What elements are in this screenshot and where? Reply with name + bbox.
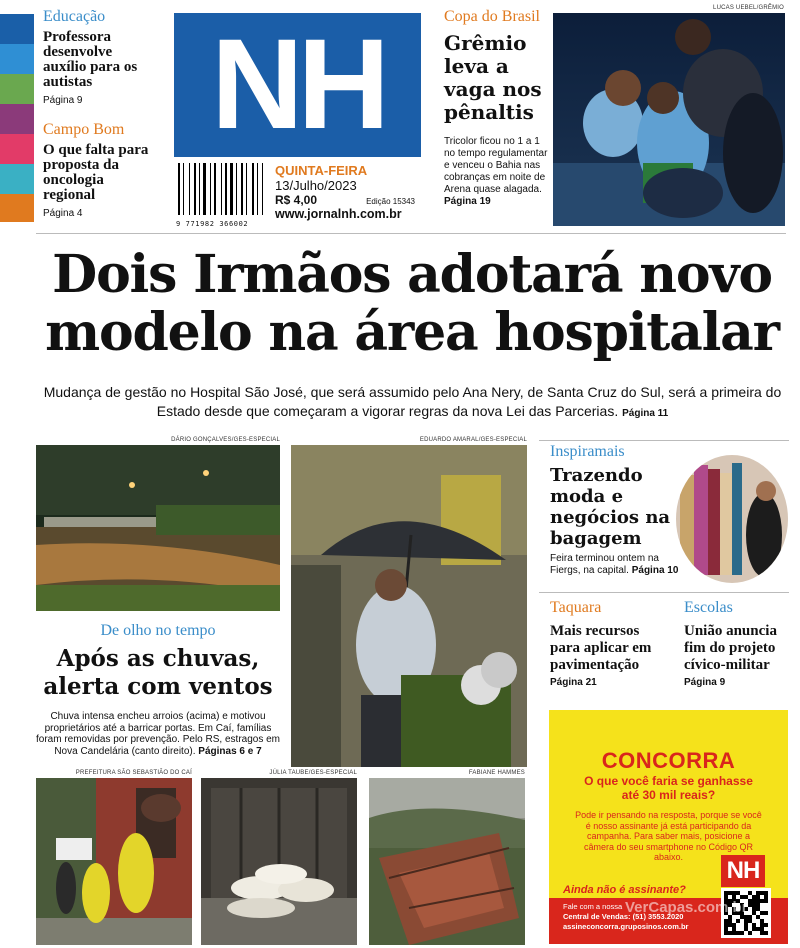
qr-module [764,895,768,899]
teaser-page: Página 9 [43,95,83,106]
qr-module [724,919,728,923]
sandbags-photo [201,778,357,945]
qr-module [728,891,732,895]
teaser-headline: O que falta para proposta da oncologia regional [43,142,149,203]
qr-module [724,923,728,927]
weather-kicker: De olho no tempo [100,622,216,639]
qr-module [752,923,756,927]
umbrella-photo [291,445,527,767]
qr-module [760,927,764,931]
weather-pages: Páginas 6 e 7 [198,745,262,757]
inspiramais-summary-text: Feira terminou ontem na Fiergs, na capital. [550,553,659,576]
barcode-bar [252,163,254,215]
qr-module [752,899,756,903]
qr-module [748,903,752,907]
qr-module [728,919,732,923]
barcode-digits: 9 771982 366002 [176,220,249,228]
inspiramais-teaser[interactable] [550,443,680,577]
color-stripe [0,14,34,44]
website-link[interactable]: www.jornalnh.com.br [275,207,402,221]
sport-kicker: Copa do Brasil [444,8,540,25]
promo-contact-2: Central de Vendas: (51) 3553.2020 [563,912,684,921]
qr-module [736,919,740,923]
qr-module [744,923,748,927]
taquara-page: Página 21 [550,677,597,688]
qr-module [756,899,760,903]
taquara-teaser[interactable] [550,599,672,688]
main-headline[interactable]: Dois Irmãos adotará novo modelo na área hospitalar [45,244,779,363]
barcode-bar [178,163,180,215]
teaser-education[interactable] [43,8,158,106]
price: R$ 4,00 [275,193,318,207]
color-stripe [0,74,34,104]
taquara-headline: Mais recursos para aplicar em pavimentação [550,623,652,673]
qr-module [748,899,752,903]
sport-headline: Grêmio leva a vaga nos pênaltis [444,31,542,124]
qr-module [764,911,768,915]
qr-module [724,931,728,935]
qr-module [752,907,756,911]
sport-summary [444,136,550,208]
barcode-bar [246,163,247,215]
barcode-bar [241,163,243,215]
inspiramais-headline: Trazendo moda e negócios na bagagem [550,465,671,549]
qr-module [756,891,760,895]
teaser-headline: Professora desenvolve auxílio para os autistas [43,29,138,90]
main-page: Página 11 [622,408,669,419]
promo-logo-text: NH [726,857,760,884]
barcode-graphic [176,163,268,215]
promo-logo [721,855,765,887]
promo-contact-3[interactable]: assineconcorra.gruposinos.com.br [563,922,689,931]
date: 13/Julho/2023 [275,178,357,193]
barcode-bar [230,163,233,215]
qr-module [732,923,736,927]
weather-headline[interactable]: Após as chuvas, alerta com ventos [43,645,273,700]
rescue-photo [36,778,192,945]
right-divider-mid [539,592,789,593]
qr-module [732,891,736,895]
barcode-bar [189,163,190,215]
qr-module [724,927,728,931]
qr-module [752,911,756,915]
qr-module [728,923,732,927]
photo-credit-5: FABIANE HAMMES [468,770,525,776]
storm-damage-photo [369,778,525,945]
edition-info [275,163,425,221]
qr-module [764,891,768,895]
qr-module [748,915,752,919]
qr-module [748,891,752,895]
barcode-bar [214,163,216,215]
barcode [176,163,268,228]
escolas-headline: União anuncia fim do projeto cívico-militar [684,623,777,673]
inspiramais-kicker: Inspiramais [550,443,625,460]
main-subhead [40,383,785,423]
watermark: VerCapas.com.br [625,899,748,916]
barcode-bar [183,163,184,215]
inspiramais-page: Página 10 [631,565,679,576]
barcode-bar [257,163,258,215]
promo-title: CONCORRA [601,748,736,773]
qr-module [732,931,736,935]
qr-module [756,907,760,911]
qr-module [744,927,748,931]
qr-module [724,891,728,895]
sport-summary-text: Tricolor ficou no 1 a 1 no tempo regulamentar e venceu o Bahia nas cobranças em noite de Arena quase alagada. [444,136,548,195]
promo-contact-1: Fale com a nossa [563,902,623,911]
qr-module [756,903,760,907]
qr-module [732,927,736,931]
qr-module [756,915,760,919]
qr-module [736,931,740,935]
qr-module [756,895,760,899]
escolas-teaser[interactable] [684,599,788,688]
right-divider-top [539,440,789,441]
sport-photo [553,13,785,226]
flooded-creek-photo [36,445,280,611]
teaser-campo-bom[interactable] [43,121,158,219]
sport-teaser[interactable] [444,8,550,208]
qr-module [752,895,756,899]
qr-module [756,927,760,931]
inspiramais-summary [550,553,680,577]
photo-credit-1: DÁRIO GONÇALVES/GES-ESPECIAL [171,437,280,443]
promo-question: O que você faria se ganhasse até 30 mil reais? [584,774,753,802]
qr-module [760,911,764,915]
color-stripe [0,44,34,74]
weekday: QUINTA-FEIRA [275,163,368,178]
barcode-bar [221,163,222,215]
escolas-kicker: Escolas [684,599,733,616]
qr-module [748,931,752,935]
photo-credit-sport: LUCAS UEBEL/GRÊMIO [713,5,784,11]
left-color-stripes [0,14,34,222]
photo-credit-2: EDUARDO AMARAL/GES-ESPECIAL [419,437,527,443]
barcode-bar [236,163,237,215]
barcode-bar [199,163,200,215]
logo[interactable] [174,13,421,157]
promo-text: Pode ir pensando na resposta, porque se você é nosso assinante já está participando da campanha. Para saber mais, posicione a câmera do seu smartphone no Código QR abaixo. [575,810,762,862]
barcode-bar [262,163,263,215]
barcode-bar [194,163,196,215]
qr-module [760,931,764,935]
qr-module [764,899,768,903]
qr-module [752,903,756,907]
photo-credit-3: PREFEITURA SÃO SEBASTIÃO DO CAÍ [75,770,192,776]
qr-module [752,927,756,931]
barcode-bar [203,163,206,215]
qr-module [744,919,748,923]
edition-number: Edição 15343 [366,197,415,206]
qr-module [760,891,764,895]
qr-module [760,923,764,927]
color-stripe [0,134,34,164]
qr-module [764,923,768,927]
barcode-bar [210,163,211,215]
sport-page: Página 19 [444,196,491,207]
promo-cta: Ainda não é assinante? [563,884,686,896]
escolas-page: Página 9 [684,677,726,688]
color-stripe [0,194,34,222]
teaser-section: Campo Bom [43,121,125,138]
photo-credit-4: JÚLIA TAUBE/GES-ESPECIAL [269,770,357,776]
teaser-page: Página 4 [43,208,83,219]
color-stripe [0,104,34,134]
fashion-photo [676,455,788,583]
qr-module [760,919,764,923]
qr-module [760,899,764,903]
main-subhead-text: Mudança de gestão no Hospital São José, que será assumido pelo Ana Nery, de Santa Cruz do Sul, será a primeira do Estado desde que começaram a vigorar regras da nova Lei das Parcerias. [43,384,782,419]
top-divider [36,233,786,234]
weather-body [36,711,280,757]
qr-module [740,931,744,935]
qr-module [748,919,752,923]
qr-module [764,931,768,935]
logo-text: NH [211,13,384,156]
weather-body-text: Chuva intensa encheu arroios (acima) e motivou proprietários até a barricar portas. Em Caí, famílias foram removidas por prevenção. Pelo RS, estragos em Nova Candelária (canto direito). [36,711,280,757]
taquara-kicker: Taquara [550,599,602,616]
color-stripe [0,164,34,194]
qr-module [728,931,732,935]
teaser-section: Educação [43,8,106,25]
qr-module [736,891,740,895]
barcode-bar [225,163,227,215]
